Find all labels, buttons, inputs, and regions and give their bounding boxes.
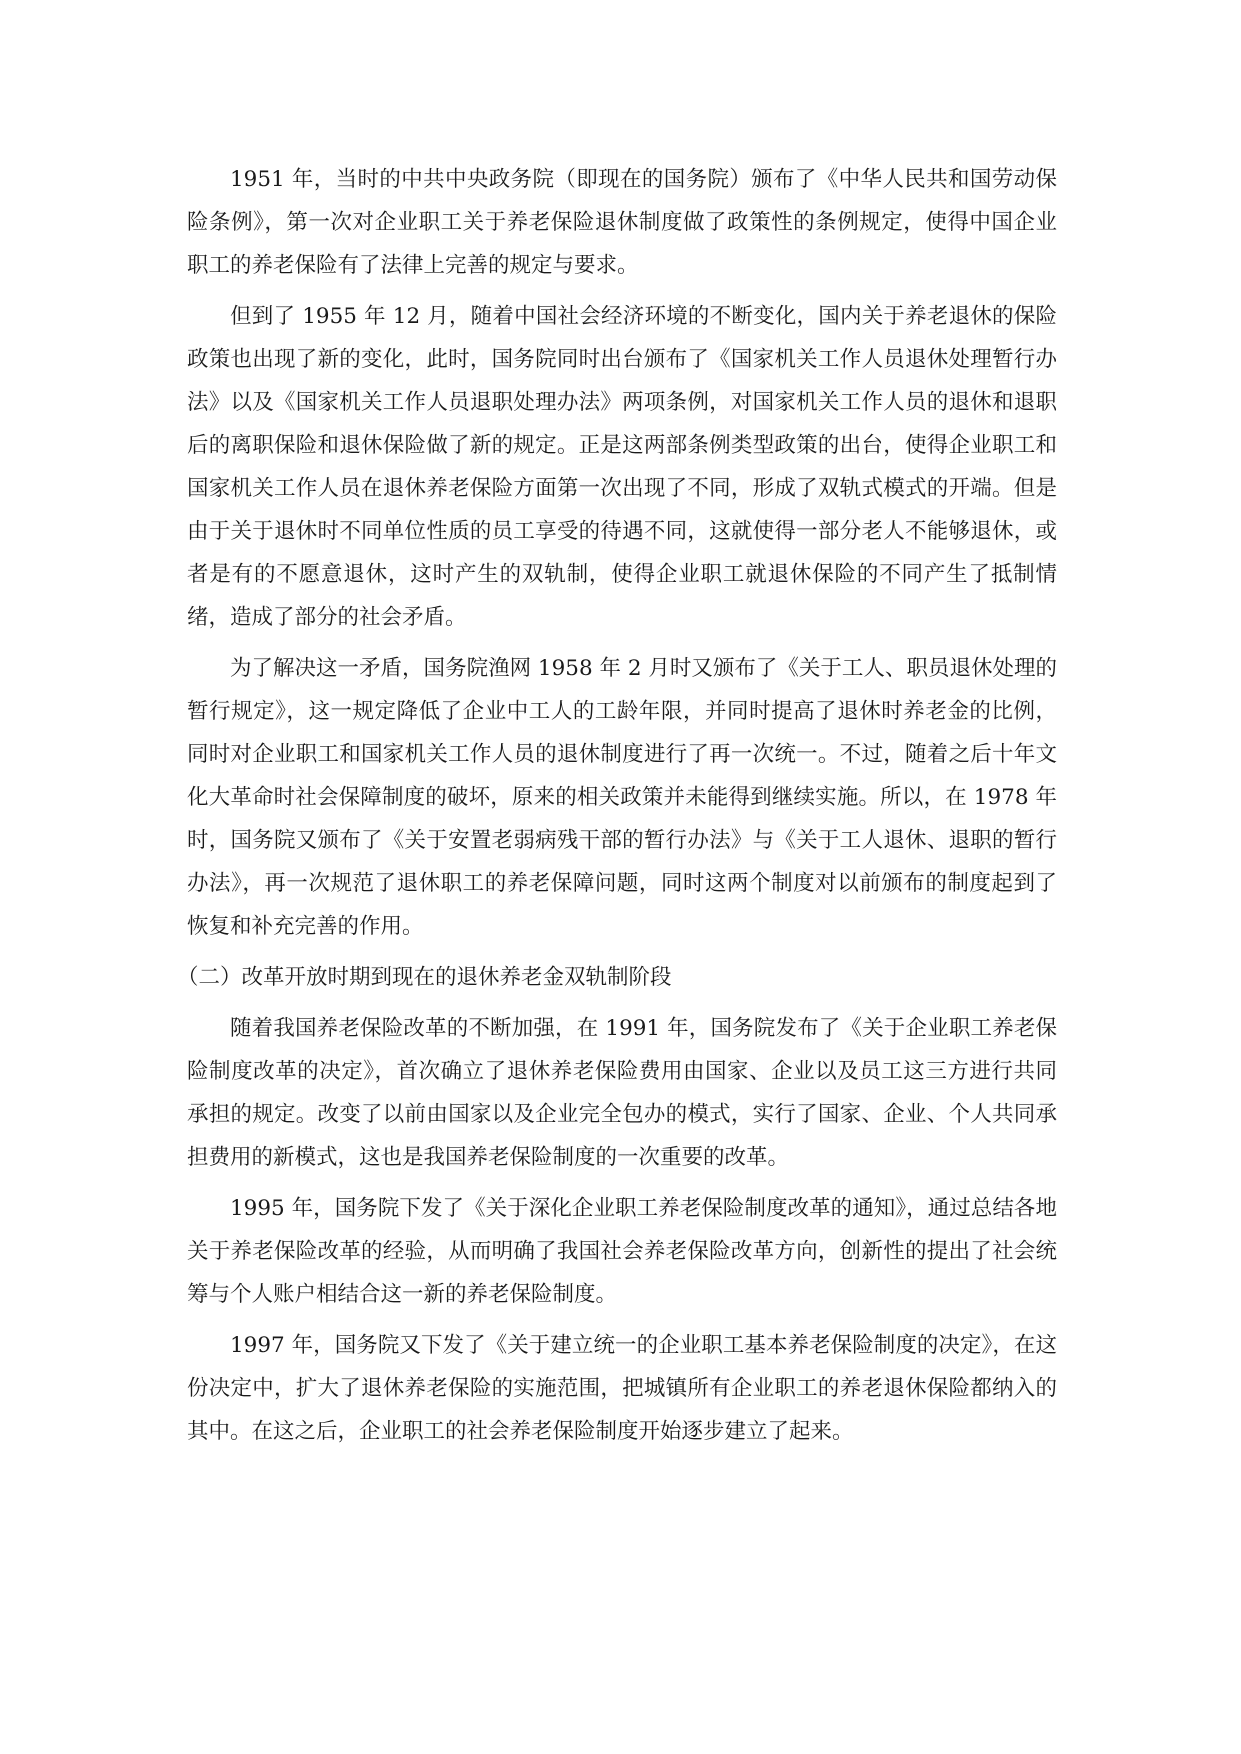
paragraph-1991-reform-decision: 随着我国养老保险改革的不断加强，在 1991 年，国务院发布了《关于企业职工养老保险制度改革的决定》，首次确立了退休养老保险费用由国家、企业以及员工这三方进行共同承担的规定。改变了以前由国家以及企业完全包办的模式，实行了国家、企业、个人共同承担费用的新模式，这也是我国养老保险制度的一次重要的改革。 <box>187 1016 1057 1170</box>
paragraph-1997-unified-system: 1997 年，国务院又下发了《关于建立统一的企业职工基本养老保险制度的决定》，在这份决定中，扩大了退休养老保险的实施范围，把城镇所有企业职工的养老退休保险都纳入的其中。在这之后，企业职工的社会养老保险制度开始逐步建立了起来。 <box>187 1333 1057 1444</box>
paragraph-1958-1978-regulations: 为了解决这一矛盾，国务院渔网 1958 年 2 月时又颁布了《关于工人、职员退休处理的暂行规定》，这一规定降低了企业中工人的工龄年限，并同时提高了退休时养老金的比例，同时对企业职工和国家机关工作人员的退休制度进行了再一次统一。不过，随着之后十年文化大革命时社会保障制度的破坏，原来的相关政策并未能得到继续实施。所以，在 1978 年时，国务院又颁布了《关于安置老弱病残干部的暂行办法》与《关于工人退休、退职的暂行办法》，再一次规范了退休职工的养老保障问题，同时这两个制度对以前颁布的制度起到了恢复和补充完善的作用。 <box>187 656 1057 939</box>
paragraph-1951-labor-insurance: 1951 年，当时的中共中央政务院（即现在的国务院）颁布了《中华人民共和国劳动保险条例》，第一次对企业职工关于养老保险退休制度做了政策性的条例规定，使得中国企业职工的养老保险有了法律上完善的规定与要求。 <box>187 167 1057 278</box>
paragraph-1995-reform-notice: 1995 年，国务院下发了《关于深化企业职工养老保险制度改革的通知》，通过总结各地关于养老保险改革的经验，从而明确了我国社会养老保险改革方向，创新性的提出了社会统筹与个人账户相结合这一新的养老保险制度。 <box>187 1196 1057 1307</box>
document-body <box>177 158 1057 1461</box>
paragraph-1955-dual-track-origin: 但到了 1955 年 12 月，随着中国社会经济环境的不断变化，国内关于养老退休的保险政策也出现了新的变化，此时，国务院同时出台颁布了《国家机关工作人员退休处理暂行办法》以及《国家机关工作人员退职处理办法》两项条例，对国家机关工作人员的退休和退职后的离职保险和退休保险做了新的规定。正是这两部条例类型政策的出台，使得企业职工和国家机关工作人员在退休养老保险方面第一次出现了不同，形成了双轨式模式的开端。但是由于关于退休时不同单位性质的员工享受的待遇不同，这就使得一部分老人不能够退休，或者是有的不愿意退休，这时产生的双轨制，使得企业职工就退休保险的不同产生了抵制情绪，造成了部分的社会矛盾。 <box>187 304 1057 630</box>
section-heading-reform-era: （二）改革开放时期到现在的退休养老金双轨制阶段 <box>177 965 672 990</box>
